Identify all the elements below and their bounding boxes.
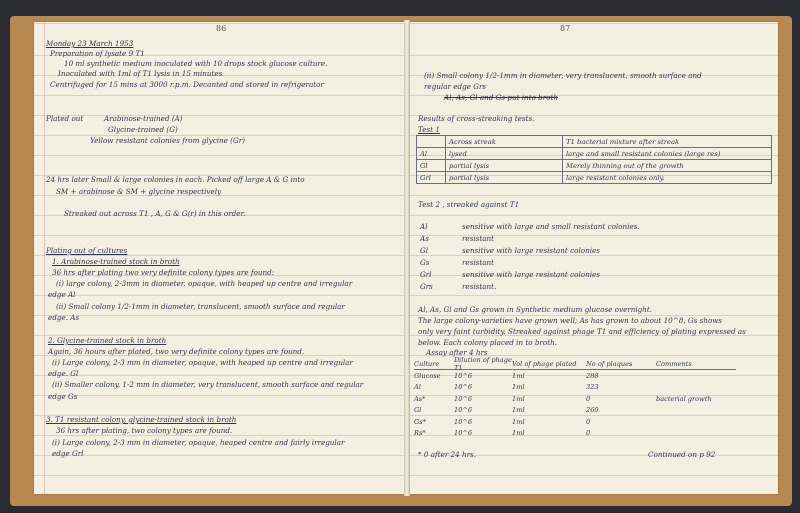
note-line: (i) Large colony, 2-3 mm in diameter, opaque, heaped centre and fairly irregular bbox=[52, 438, 345, 447]
table-cell: 10^6 bbox=[454, 429, 473, 438]
table-row bbox=[414, 370, 736, 381]
assay-table bbox=[414, 355, 736, 439]
note-line: only very faint turbidity. Streaked against phage T1 and efficiency of plating expressed as bbox=[418, 327, 746, 336]
note-line: regular edge Grs bbox=[424, 82, 487, 91]
table-header-cell: Vol of phage plated bbox=[512, 359, 577, 368]
table-cell: 288 bbox=[586, 372, 599, 381]
table-cell: Merely thinning out of the growth bbox=[563, 160, 772, 172]
left-page bbox=[34, 22, 404, 494]
table-header-row bbox=[414, 355, 736, 372]
test2-strain: Al bbox=[420, 222, 428, 231]
table-header-cell: Dilution of phage T1 bbox=[454, 355, 512, 372]
margin-line bbox=[44, 22, 45, 494]
table-header-cell bbox=[417, 136, 446, 148]
test2-result: sensitive with large resistant colonies bbox=[462, 270, 600, 279]
note-line: below. Each colony placed in to broth. bbox=[418, 338, 558, 347]
test2-strain: As bbox=[420, 234, 429, 243]
table-cell: 1ml bbox=[512, 394, 525, 403]
note-line: edge Grl bbox=[52, 449, 84, 458]
note-line: Streaked out across T1 , A, G & G(r) in this order. bbox=[64, 209, 246, 218]
date-heading: Monday 23 March 1953 bbox=[46, 39, 134, 48]
note-line: Arabinose-trained (A) bbox=[104, 114, 183, 123]
note-line: Al, As, Gl and Gs put into broth bbox=[444, 93, 559, 102]
note-line: edge. Gl bbox=[48, 369, 79, 378]
test2-result: sensitive with large and small resistant colonies. bbox=[462, 222, 640, 231]
note-line: (i) Large colony, 2-3 mm in diameter, opaque, with heaped up centre and irregular bbox=[52, 358, 353, 367]
table-cell: As* bbox=[414, 394, 426, 403]
note-line: (ii) Small colony 1/2-1mm in diameter, translucent, smooth surface and regular bbox=[56, 302, 345, 311]
note-line: Preparation of lysate 9 T1 bbox=[50, 49, 145, 58]
test2-strain: Grl bbox=[420, 270, 432, 279]
note-line: SM + arabinose & SM + glycine respectively bbox=[56, 187, 222, 196]
note-line: edge Al bbox=[48, 290, 76, 299]
table-cell: Gl bbox=[414, 406, 422, 415]
table-cell: 1ml bbox=[512, 383, 525, 392]
table-row bbox=[414, 405, 736, 416]
table-cell: partial lysis bbox=[446, 160, 563, 172]
test-heading: Test 1 bbox=[418, 125, 440, 134]
right-page bbox=[410, 22, 778, 494]
note-line: 36 hrs after plating two very definite colony types are found: bbox=[52, 268, 275, 277]
table-cell: Rs* bbox=[414, 429, 426, 438]
note-line: Centrifuged for 15 mins at 3000 r.p.m. Decanted and stored in refrigerator bbox=[50, 80, 324, 89]
table-cell: Grl bbox=[417, 172, 446, 184]
note-line: Plated out bbox=[46, 114, 84, 123]
table-cell: 1ml bbox=[512, 372, 525, 381]
table-row bbox=[414, 416, 736, 427]
table-cell: bacterial growth bbox=[656, 394, 712, 403]
note-line: The large colony-varieties have grown well; As has grown to about 10^8, Gs shows bbox=[418, 316, 723, 325]
table-header-cell: No of plaques bbox=[586, 359, 633, 368]
note-line: Glycine-trained (G) bbox=[108, 125, 178, 134]
table-cell: large resistant colonies only. bbox=[563, 172, 772, 184]
table-row bbox=[414, 393, 736, 404]
table-row bbox=[417, 160, 772, 172]
test2-result: resistant bbox=[462, 258, 495, 267]
note-line: Results of cross-streaking tests. bbox=[418, 114, 535, 123]
page-number: 86 bbox=[216, 24, 227, 33]
table-cell: 10^6 bbox=[454, 406, 473, 415]
test-heading: Test 2 , streaked against T1 bbox=[418, 200, 520, 209]
table-cell: 1ml bbox=[512, 429, 525, 438]
table-header-row bbox=[417, 136, 772, 148]
test2-strain: Gs bbox=[420, 258, 430, 267]
test2-result: resistant. bbox=[462, 282, 497, 291]
note-line: Al, As, Gl and Gs grown in Synthetic medium glucose overnight. bbox=[418, 305, 653, 314]
note-line: Yellow resistant colonies from glycine (Gr) bbox=[90, 136, 245, 145]
table-cell: 1ml bbox=[512, 417, 525, 426]
table-cell: 323 bbox=[586, 383, 599, 392]
table-cell: 0 bbox=[586, 429, 591, 438]
table-header-cell: T1 bacterial mixture after streak bbox=[563, 136, 772, 148]
note-line: Again, 36 hours after plated, two very definite colony types are found. bbox=[48, 347, 305, 356]
table-cell: 0 bbox=[586, 417, 591, 426]
test2-result: resistant bbox=[462, 234, 495, 243]
note-line: Inoculated with 1ml of T1 lysis in 15 minutes bbox=[58, 69, 223, 78]
table-cell: lysed bbox=[446, 148, 563, 160]
note-line: 10 ml synthetic medium inoculated with 10 drops stock glucose culture. bbox=[64, 59, 328, 68]
table-cell: 1ml bbox=[512, 406, 525, 415]
table-cell: partial lysis bbox=[446, 172, 563, 184]
table-cell: 10^6 bbox=[454, 394, 473, 403]
table-row bbox=[414, 382, 736, 393]
note-line: (i) large colony, 2-3mm in diameter, opaque, with heaped up centre and irregular bbox=[56, 279, 353, 288]
test1-table bbox=[416, 135, 772, 184]
subsection-heading: 2. Glycine-trained stock in broth bbox=[48, 336, 167, 345]
page-number: 87 bbox=[560, 24, 571, 33]
note-line: (ii) Smaller colony, 1-2 mm in diameter, very translucent, smooth surface and regular bbox=[52, 380, 364, 389]
table-cell: 10^6 bbox=[454, 417, 473, 426]
note-line: (ii) Small colony 1/2-1mm in diameter, very translucent, smooth surface and bbox=[424, 71, 702, 80]
note-line: edge. As bbox=[48, 313, 80, 322]
subsection-heading: 1. Arabinose-trained stock in broth bbox=[52, 257, 180, 266]
table-cell: Gs* bbox=[414, 417, 426, 426]
table-header-cell: Across streak bbox=[446, 136, 563, 148]
continued-note: Continued on p 92 bbox=[648, 450, 716, 459]
table-cell: Al bbox=[417, 148, 446, 160]
table-cell: Al bbox=[414, 383, 421, 392]
subsection-heading: 3. T1 resistant colony, glycine-trained stock in broth bbox=[46, 415, 237, 424]
table-cell: 10^6 bbox=[454, 372, 473, 381]
table-row bbox=[417, 172, 772, 184]
test2-result: sensitive with large resistant colonies bbox=[462, 246, 600, 255]
test2-strain: Gl bbox=[420, 246, 429, 255]
table-row bbox=[414, 427, 736, 438]
table-row bbox=[417, 148, 772, 160]
table-cell: 10^6 bbox=[454, 383, 473, 392]
note-line: edge Gs bbox=[48, 392, 78, 401]
table-cell: 260 bbox=[586, 406, 599, 415]
table-cell: 0 bbox=[586, 394, 591, 403]
table-header-cell: Comments bbox=[656, 359, 692, 368]
table-cell: Gl bbox=[417, 160, 446, 172]
note-line: 36 hrs after plating, two colony types are found. bbox=[56, 426, 233, 435]
section-heading: Plating out of cultures bbox=[46, 246, 128, 255]
table-cell: large and small resistant colonies (large res) bbox=[563, 148, 772, 160]
note-line: 24 hrs later Small & large colonies in each. Picked off large A & G into bbox=[46, 175, 305, 184]
table-cell: Glucose bbox=[414, 372, 441, 381]
table-header-cell: Culture bbox=[414, 359, 440, 368]
footnote: * 0 after 24 hrs. bbox=[418, 450, 477, 459]
test2-strain: Grs bbox=[420, 282, 433, 291]
note-line: Assay after 4 hrs bbox=[426, 348, 488, 357]
